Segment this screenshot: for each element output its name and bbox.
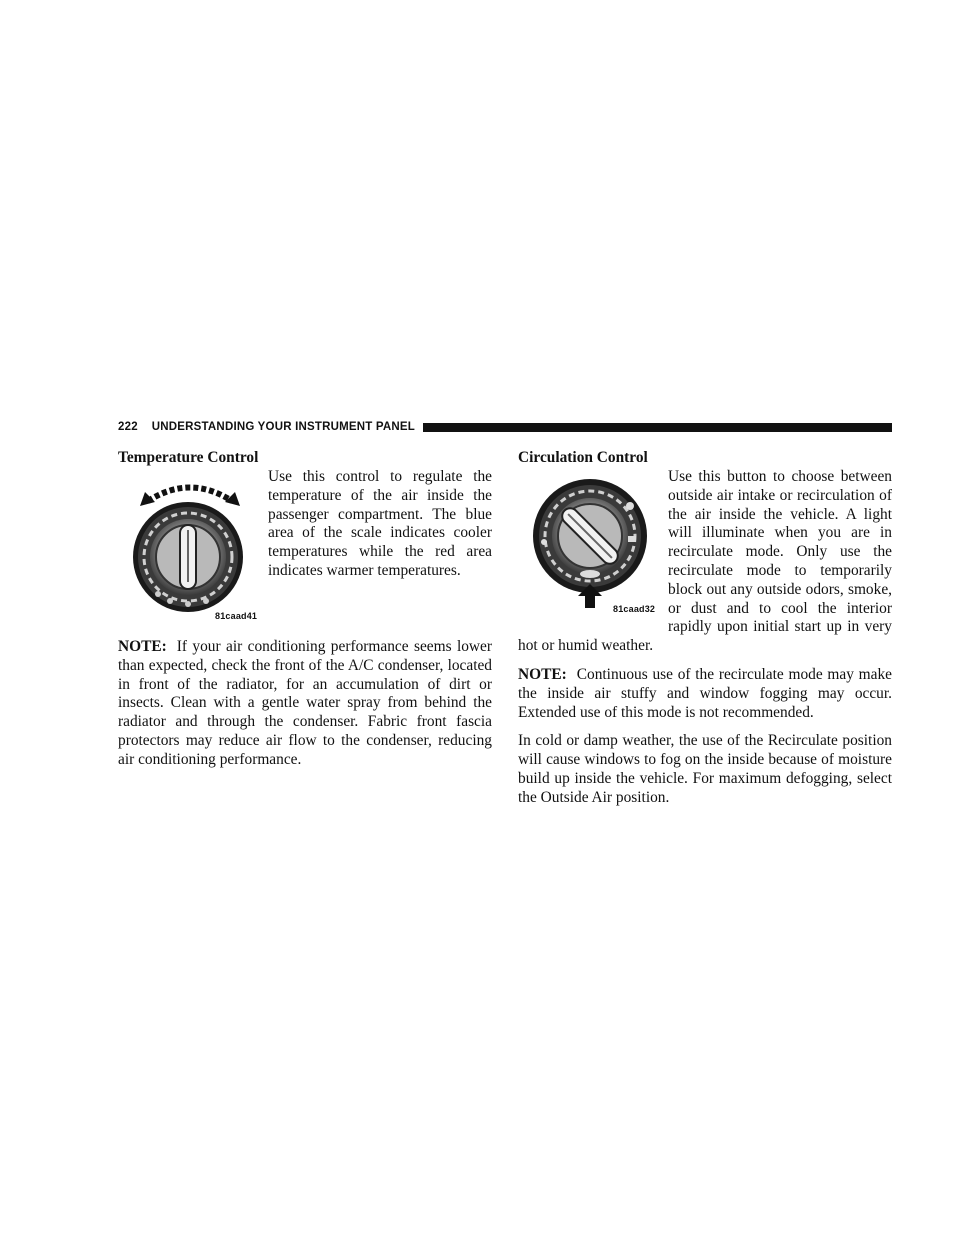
circulation-note-text: Continuous use of the recirculate mode may make the inside air stuffy and window fogging may occur. Extended use of this mode is not recommended. <box>518 665 892 721</box>
temperature-knob-icon <box>118 470 264 618</box>
circulation-knob-icon <box>518 470 664 620</box>
section-title: UNDERSTANDING YOUR INSTRUMENT PANEL <box>151 421 415 433</box>
circulation-section <box>518 448 892 808</box>
header-rule <box>423 423 892 432</box>
circulation-figure-code: 81caad32 <box>613 604 656 614</box>
circulation-note-label: NOTE: <box>518 665 567 683</box>
temperature-body: Use this control to regulate the temperature of the air inside the passenger compartment. The blue area of the scale indicates cooler temperatures while the red area indicates warmer temperatures. <box>268 468 492 579</box>
temperature-note-label: NOTE: <box>118 638 167 655</box>
temperature-figure-code: 81caad41 <box>215 611 258 621</box>
page-number: 222 <box>118 421 138 433</box>
temperature-note <box>118 638 492 770</box>
temperature-heading: Temperature Control <box>118 449 259 466</box>
circulation-note <box>518 666 892 722</box>
circulation-para2: In cold or damp weather, the use of the Recirculate position will cause windows to fog on the inside because of moisture build up inside the vehicle. For maximum defogging, select the Outside Air position. <box>518 732 892 806</box>
circulation-figure <box>518 470 664 620</box>
temperature-section <box>118 448 492 770</box>
circulation-body: Use this button to choose between outside air intake or recirculation of the air inside the vehicle. A light will illuminate when you are in recirculate mode. Only use the recirculate mode to temporarily block out any outside odors, smoke, or dust and to cool the interior rapidly upon initial start up in very hot or humid weather. <box>518 468 892 655</box>
page-header <box>118 420 892 434</box>
circulation-heading: Circulation Control <box>518 449 648 466</box>
temperature-figure <box>118 470 264 621</box>
temperature-note-text: If your air conditioning performance seems lower than expected, check the front of the A/C condenser, located in front of the radiator, for an accumulation of dirt or insects. Clean with a gentle water spray from behind the radiator and through the condenser. Fabric front fascia protectors may reduce air flow to the condenser, reducing air conditioning performance. <box>118 638 492 768</box>
